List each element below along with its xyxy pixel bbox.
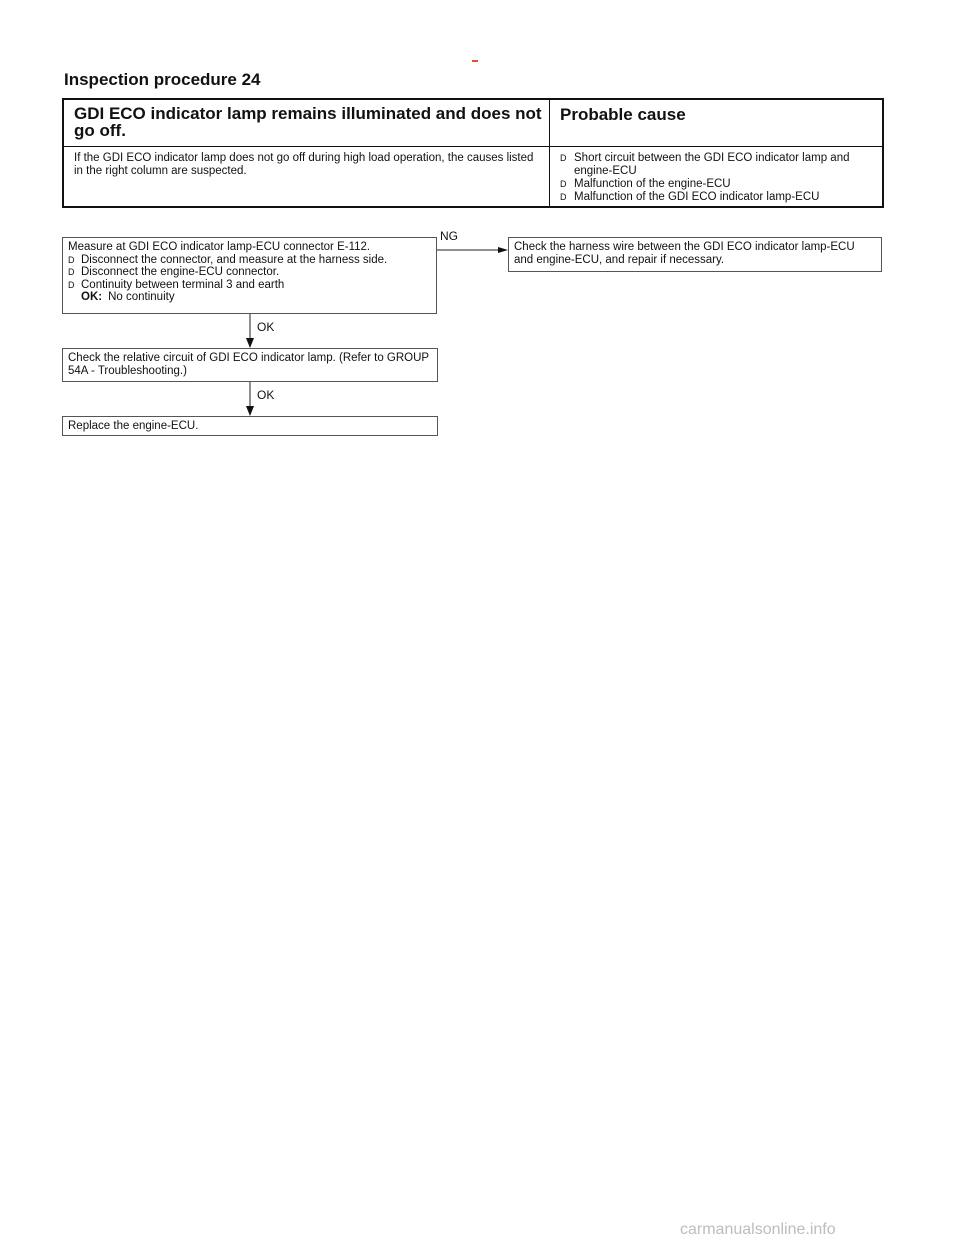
watermark: carmanualsonline.info [680, 1221, 836, 1238]
symptom-title: GDI ECO indicator lamp remains illuminated and does not go off. [74, 104, 542, 140]
measure-step-box [62, 237, 437, 314]
bullet-icon: D [68, 254, 75, 265]
symptom-description: If the GDI ECO indicator lamp does not go off during high load operation, the causes listed in the right column are suspected. [74, 152, 534, 177]
ok-arrow-head-1 [246, 338, 254, 348]
probable-cause-heading: Probable cause [560, 105, 686, 124]
flow-connectors [0, 0, 960, 460]
measure-step: D Continuity between terminal 3 and earth [68, 278, 285, 291]
procedure-title: Inspection procedure 24 [64, 70, 261, 89]
ok-label: OK [257, 388, 275, 402]
bullet-icon: D [560, 192, 567, 202]
cause-item: D Short circuit between the GDI ECO indicator lamp and engine-ECU [560, 152, 850, 177]
relative-circuit-box: Check the relative circuit of GDI ECO indicator lamp. (Refer to GROUP 54A - Troubleshooting.) [62, 348, 438, 382]
bullet-icon: D [68, 279, 75, 290]
harness-check-box: Check the harness wire between the GDI ECO indicator lamp-ECU and engine-ECU, and repair if necessary. [508, 237, 882, 272]
bullet-icon: D [560, 179, 567, 189]
ok-label: OK [257, 320, 275, 334]
ng-arrow-head [498, 247, 508, 253]
measure-title: Measure at GDI ECO indicator lamp-ECU connector E-112. [68, 241, 371, 253]
ng-label: NG [440, 229, 458, 243]
ok-arrow-head-2 [246, 406, 254, 416]
cause-item: D Malfunction of the GDI ECO indicator lamp-ECU [560, 191, 820, 203]
cause-item: D Malfunction of the engine-ECU [560, 178, 731, 190]
bullet-icon: D [68, 267, 75, 277]
measure-ok-criterion: OK: No continuity [81, 291, 175, 303]
replace-ecu-box: Replace the engine-ECU. [62, 416, 438, 436]
measure-step: D Disconnect the engine-ECU connector. [68, 266, 280, 278]
measure-steps [68, 254, 431, 292]
measure-step: D Disconnect the connector, and measure at the harness side. [68, 253, 388, 266]
bullet-icon: D [560, 153, 567, 163]
